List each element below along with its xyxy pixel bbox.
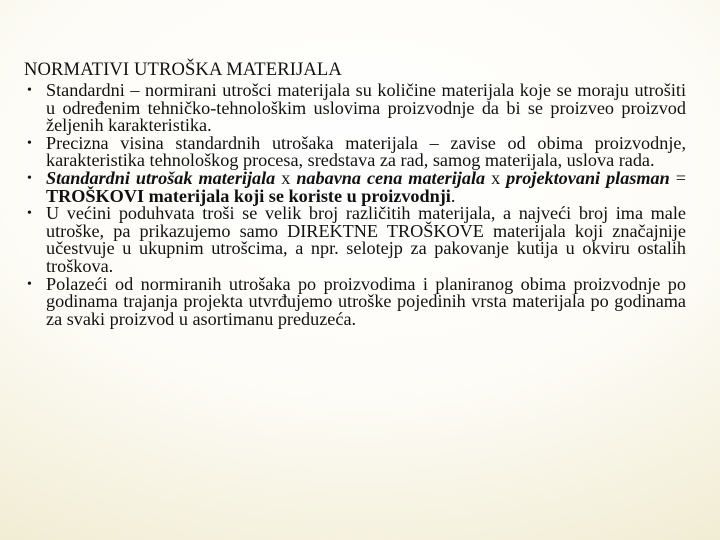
bullet-dot-icon: • bbox=[27, 206, 32, 222]
formula-term-purchase-price: nabavna cena materijala bbox=[296, 167, 486, 188]
formula-end-period: . bbox=[450, 185, 456, 206]
formula-term-standard-usage: Standardni utrošak materijala bbox=[46, 167, 276, 188]
slide-content bbox=[24, 58, 686, 328]
bullet-item-4 bbox=[24, 205, 686, 275]
bullet-item-2 bbox=[24, 132, 686, 171]
bullet-item-5 bbox=[24, 273, 686, 329]
formula-term-planned-placement: projektovani plasman bbox=[506, 167, 670, 188]
bullet-text-1: Standardni – normirani utrošci materijala su količine materijala koje se moraju utrošiti u određenim tehničko-tehnološkim uslovima proizvodnje da bi se proizveo proizvod željenih karakteristika. bbox=[46, 80, 686, 136]
bullet-text-2: Precizna visina standardnih utrošaka materijala – zavise od obima proizvodnje, karakteristika tehnološkog procesa, sredstava za rad, samog materijala, uslova rada. bbox=[46, 132, 686, 171]
formula-operator-times: x bbox=[485, 167, 507, 188]
slide-title: NORMATIVI UTROŠKA MATERIJALA bbox=[24, 59, 342, 80]
bullet-list bbox=[24, 82, 686, 328]
bullet-item-3 bbox=[24, 167, 686, 206]
bullet-text-4: U većini poduhvata troši se velik broj različitih materijala, a najveći broj ima male utroške, pa prikazujemo samo DIREKTNE TROŠKOVE materijala koji značajnije učestvuje u ukupnim utrošcima, a npr. selotejp za pakovanje kutija u okviru ostalih troškova. bbox=[46, 203, 686, 276]
formula-result: TROŠKOVI materijala koji se koriste u proizvodnji bbox=[46, 185, 451, 206]
formula-operator-times: x bbox=[275, 167, 297, 188]
bullet-item-1 bbox=[24, 82, 686, 135]
formula-equals: = bbox=[669, 167, 686, 188]
bullet-text-5: Polazeći od normiranih utrošaka po proizvodima i planiranog obima proizvodnje po godinama trajanja projekta utvrđujemo utroške pojedinih vrsta materijala po godinama za svaki proizvod u asortimanu preduzeća. bbox=[46, 273, 686, 329]
bullet-dot-icon: • bbox=[27, 276, 32, 292]
bullet-dot-icon: • bbox=[27, 83, 32, 98]
bullet-dot-icon: • bbox=[27, 135, 32, 151]
bullet-dot-icon: • bbox=[27, 170, 32, 186]
